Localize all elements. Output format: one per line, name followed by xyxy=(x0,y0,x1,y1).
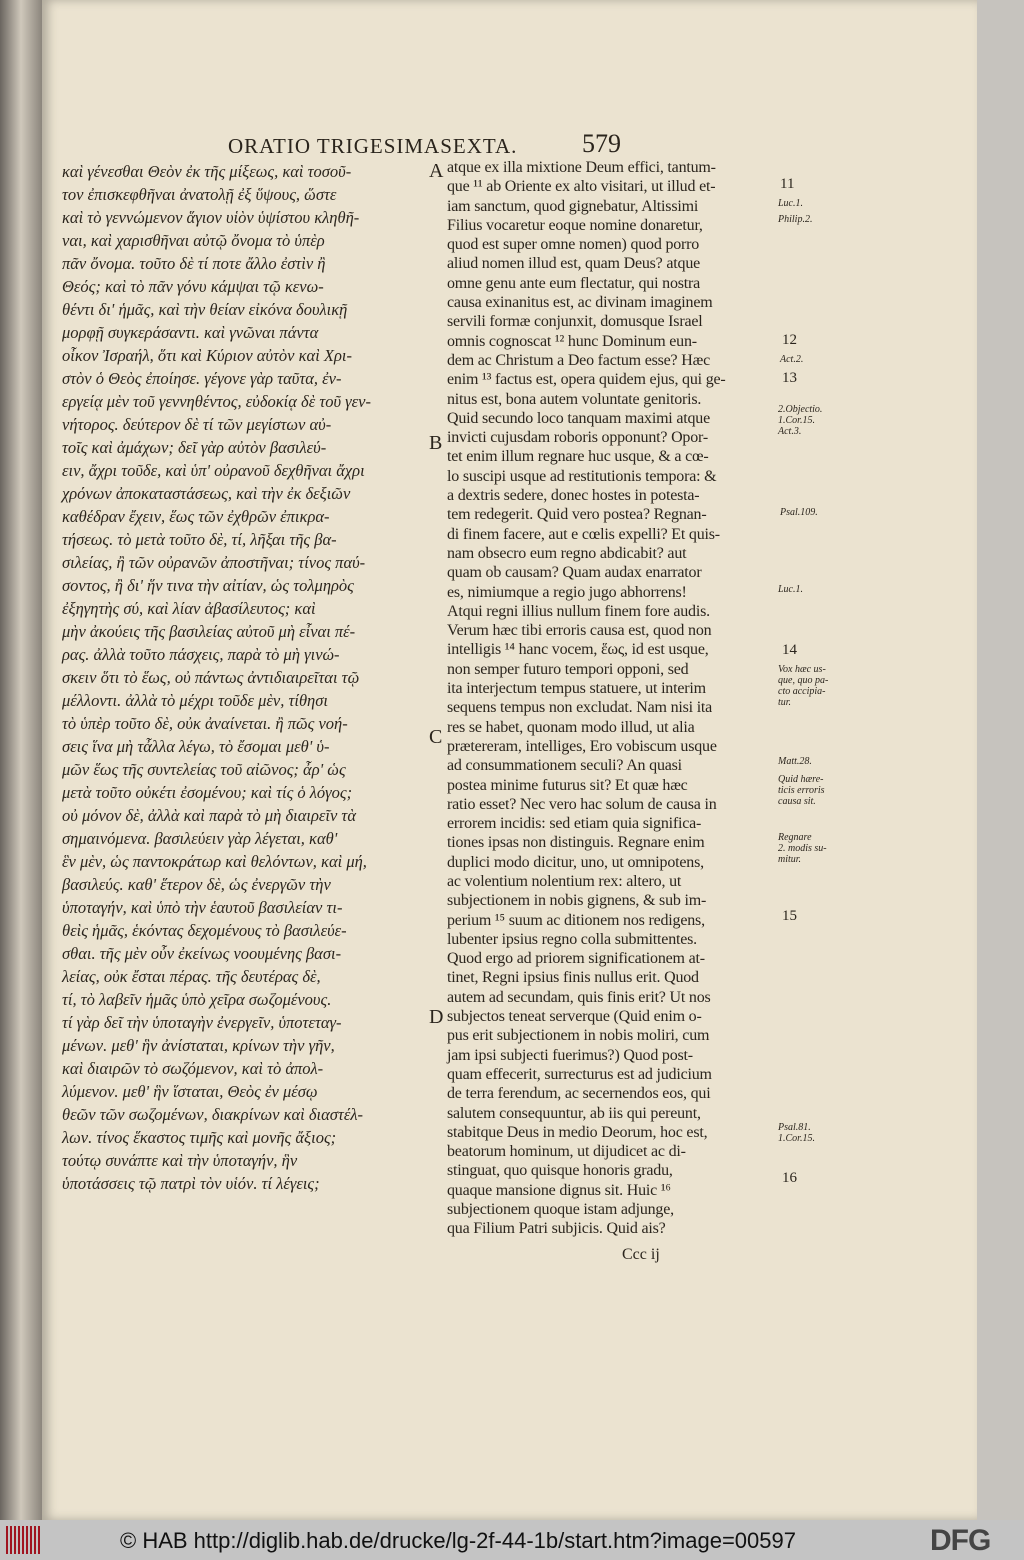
text-line: οἶκον Ἰσραήλ, ὅτι καὶ Κύριον αὐτὸν καὶ Χρι- xyxy=(62,346,352,365)
margin-note: Luc.1. xyxy=(778,198,803,209)
text-line: ad consummationem seculi? An quasi xyxy=(447,757,682,775)
margin-number: 14 xyxy=(782,642,797,658)
text-line: Verum hæc tibi erroris causa est, quod non xyxy=(447,622,712,640)
text-line: Θεός; καὶ τὸ πᾶν γόνυ κάμψαι τῷ κενω- xyxy=(62,277,324,296)
hab-logo-icon xyxy=(6,1526,42,1554)
text-line: οὐ μόνον δὲ, ἀλλὰ καὶ παρὰ τὸ μὴ διαιρεῖν τὰ xyxy=(62,806,356,825)
text-line: καθέδραν ἔχειν, ἕως τῶν ἐχθρῶν ἐπικρα- xyxy=(62,507,330,526)
text-line: μὴν ἀκούεις τῆς βασιλείας αὐτοῦ μὴ εἶναι πέ- xyxy=(62,622,356,641)
text-line: σκειν ὅτι τὸ ἕως, οὐ πάντως ἀντιδιαιρεῖται τῷ xyxy=(62,668,360,687)
text-line: tiones ipsas non distinguis. Regnare enim xyxy=(447,834,705,852)
text-line: μέλλοντι. ἀλλὰ τὸ μέχρι τοῦδε μὲν, τίθησι xyxy=(62,691,328,710)
text-line: aliud nomen illud est, quam Deus? atque xyxy=(447,255,701,273)
text-line: quam ob causam? Quam audax enarrator xyxy=(447,564,702,582)
text-line: stabitque Deus in medio Deorum, hoc est, xyxy=(447,1123,708,1141)
margin-note: Luc.1. xyxy=(778,584,803,595)
text-line: Quod ergo ad priorem significationem at- xyxy=(447,950,705,968)
text-line: enim ¹³ factus est, opera quidem ejus, qui ge- xyxy=(447,371,726,389)
greek-column xyxy=(62,160,371,1195)
margin-number: 13 xyxy=(782,370,797,386)
page-edge xyxy=(977,0,1024,1520)
text-line: non semper futuro tempori opponi, sed xyxy=(447,660,689,678)
text-line: ita interjectum tempus statuere, ut interim xyxy=(447,680,706,698)
text-line: ειν, ἄχρι τοῦδε, καὶ ὑπ' οὐρανοῦ δεχθῆναι ἄχρι xyxy=(62,461,365,480)
text-line: invicti cujusdam roboris opponunt? Opor- xyxy=(447,429,708,447)
text-line: qua Filium Patri subjicis. Quid ais? xyxy=(447,1220,666,1238)
text-line: subjectionem in nobis gignens, & sub im- xyxy=(447,892,707,910)
text-line: quam effecerit, surrecturus est ad judicium xyxy=(447,1065,712,1083)
text-line: subjectos teneat serverque (Quid enim o- xyxy=(447,1008,702,1026)
section-mark-a: A xyxy=(429,160,444,182)
text-line: quaque mansione dignus sit. Huic ¹⁶ xyxy=(447,1181,671,1199)
text-line: καὶ τὸ γεννώμενον ἅγιον υἱὸν ὑψίστου κληθῆ- xyxy=(62,208,360,227)
text-line: μορφῇ συγκεράσαντι. καὶ γνῶναι πάντα xyxy=(62,323,319,342)
text-line: τί γὰρ δεῖ τὴν ὑποταγὴν ἐνεργεῖν, ὑποτεταγ- xyxy=(62,1013,342,1032)
text-line: postea minime futurus sit? Et quæ hæc xyxy=(447,776,688,794)
text-line: λων. τίνος ἕκαστος τιμῆς καὶ μονῆς ἄξιος; xyxy=(62,1128,337,1147)
text-line: θεὶς ἡμᾶς, ἑκόντας δεχομένους τὸ βασιλεύε- xyxy=(62,921,347,940)
text-line: ac volentium nolentium rex: altero, ut xyxy=(447,872,682,890)
margin-note: Psal.109. xyxy=(780,507,818,518)
margin-number: 16 xyxy=(782,1170,797,1186)
margin-note: Vox hæc us- que, quo pa- cto accipia- tur. xyxy=(778,664,829,708)
latin-column xyxy=(447,158,726,1239)
text-line: servili formæ conjunxit, domusque Israel xyxy=(447,313,703,331)
text-line: τὸ ὑπὲρ τοῦτο δὲ, οὐκ ἀναίνεται. ἢ πῶς νοή- xyxy=(62,714,348,733)
text-line: καὶ γένεσθαι Θεὸν ἐκ τῆς μίξεως, καὶ τοσοῦ- xyxy=(62,162,352,181)
page-number: 579 xyxy=(582,129,621,158)
margin-note: 2.Objectio. 1.Cor.15. Act.3. xyxy=(778,404,823,437)
text-line: autem ad secundam, quis finis erit? Ut nos xyxy=(447,988,711,1006)
margin-number: 15 xyxy=(782,908,797,924)
margin-note: Matt.28. xyxy=(778,756,812,767)
text-line: salutem consequuntur, ab iis qui pereunt, xyxy=(447,1104,701,1122)
book-binding xyxy=(0,0,42,1520)
text-line: μετὰ τοῦτο οὐκέτι ἐσομένου; καὶ τίς ὁ λόγος; xyxy=(62,783,353,802)
dfg-logo: DFG xyxy=(930,1524,991,1557)
margin-number: 11 xyxy=(780,176,795,192)
text-line: subjectionem quoque istam adjunge, xyxy=(447,1201,674,1219)
text-line: stinguat, quo quisque honoris gradu, xyxy=(447,1162,673,1180)
text-line: μένων. μεθ' ἣν ἀνίσταται, κρίνων τὴν γῆν, xyxy=(62,1036,335,1055)
text-line: καὶ διαιρῶν τὸ σωζόμενον, καὶ τὸ ἀπολ- xyxy=(62,1059,324,1078)
text-line: tinet, Regni ipsius finis nullus erit. Quod xyxy=(447,969,699,987)
text-line: σθαι. τῆς μὲν οὖν ἐκείνως νοουμένης βασι- xyxy=(62,944,342,963)
text-line: τον ἐπισκεφθῆναι ἀνατολῇ ἐξ ὕψους, ὥστε xyxy=(62,185,337,204)
text-line: σημαινόμενα. βασιλεύειν γὰρ λέγεται, καθ' xyxy=(62,829,338,848)
text-line: nam obsecro eum regno abdicabit? aut xyxy=(447,544,687,562)
text-line: prætereram, intelliges, Ero vobiscum usque xyxy=(447,737,717,755)
text-line: νήτορος. δεύτερον δὲ τί τῶν μεγίστων αὐ- xyxy=(62,415,332,434)
text-line: intelligis ¹⁴ hanc vocem, ἕως, id est usque, xyxy=(447,641,709,659)
text-line: sequens tempus non excludat. Nam nisi ita xyxy=(447,699,713,717)
text-line: σοντος, ἢ δι' ἥν τινα τὴν αἰτίαν, ὡς τολμηρὸς xyxy=(62,576,354,595)
text-line: tem redegerit. Quid vero postea? Regnan- xyxy=(447,506,707,524)
text-line: perium ¹⁵ suum ac ditionem nos redigens, xyxy=(447,911,705,929)
text-line: pus erit subjectionem in nobis moliri, cum xyxy=(447,1027,710,1045)
text-line: beatorum hominum, ut dijudicet ac di- xyxy=(447,1143,686,1161)
copyright-link[interactable]: © HAB http://diglib.hab.de/drucke/lg-2f-44-1b/start.htm?image=00597 xyxy=(120,1528,796,1553)
margin-note: Act.2. xyxy=(780,354,804,365)
text-line: omne genu ante eum flectatur, qui nostra xyxy=(447,274,701,292)
text-line: quod est super omne nomen) quod porro xyxy=(447,236,700,254)
text-line: Filius vocaretur eoque nomine donaretur, xyxy=(447,216,703,234)
text-line: τί, τὸ λαβεῖν ἡμᾶς ὑπὸ χεῖρα σωζομένους. xyxy=(62,990,332,1009)
text-line: que ¹¹ ab Oriente ex alto visitari, ut illud et- xyxy=(447,178,716,196)
running-header: ORATIO TRIGESIMASEXTA. xyxy=(228,134,518,158)
text-line: atque ex illa mixtione Deum effici, tantum- xyxy=(447,159,716,176)
text-line: θέντι δι' ἡμᾶς, καὶ τὴν θείαν εἰκόνα δουλικῇ xyxy=(62,300,348,319)
text-line: lo suscipi usque ad restitutionis tempora: & xyxy=(447,467,717,485)
text-line: ratio esset? Nec vero hac solum de causa in xyxy=(447,795,717,813)
text-line: στὸν ὁ Θεὸς ἐποίησε. γέγονε γὰρ ταῦτα, ἐν- xyxy=(62,369,342,388)
text-line: Quid secundo loco tanquam maximi atque xyxy=(447,409,711,427)
text-line: ρας. ἀλλὰ τοῦτο πάσχεις, παρὰ τὸ μὴ γινώ- xyxy=(62,645,340,664)
text-line: τήσεως. τὸ μετὰ τοῦτο δὲ, τί, λῆξαι τῆς βα- xyxy=(62,530,337,549)
margin-number: 12 xyxy=(782,332,797,348)
section-mark-b: B xyxy=(429,432,443,454)
text-line: di finem facere, aut e cœlis expelli? Et quis- xyxy=(447,525,720,543)
text-line: σεις ἵνα μὴ τἆλλα λέγω, τὸ ἔσομαι μεθ' ὑ- xyxy=(62,737,330,756)
margin-note: Psal.81. 1.Cor.15. xyxy=(778,1122,815,1144)
margin-note: Philip.2. xyxy=(778,214,813,225)
text-line: τούτῳ συνάπτε καὶ τὴν ὑποταγήν, ἣν xyxy=(62,1151,298,1170)
text-line: lubenter ipsius regno colla submittentes. xyxy=(447,930,697,948)
footer-bar xyxy=(0,1520,1024,1560)
text-line: es, nimiumque a regio jugo abhorrens! xyxy=(447,583,687,601)
text-line: βασιλεύς. καθ' ἕτερον δὲ, ὡς ἐνεργῶν τὴν xyxy=(62,875,331,894)
text-line: εργείᾳ μὲν τοῦ γεννηθέντος, εὐδοκίᾳ δὲ τοῦ γεν- xyxy=(62,392,372,411)
text-line: πᾶν ὄνομα. τοῦτο δὲ τί ποτε ἄλλο ἐστὶν ἢ xyxy=(62,254,326,273)
text-line: dem ac Christum a Deo factum esse? Hæc xyxy=(447,351,710,369)
text-line: errorem incidis: sed etiam quia significa- xyxy=(447,815,702,833)
text-line: duplici modo dicitur, uno, ut omnipotens, xyxy=(447,853,704,871)
text-line: ἐξηγητὴς σύ, καὶ λίαν ἀβασίλευτος; καὶ xyxy=(62,599,316,618)
text-line: ναι, καὶ χαρισθῆναι αὐτῷ ὄνομα τὸ ὑπὲρ xyxy=(62,231,325,250)
text-line: causa exinanitus est, ac divinam imaginem xyxy=(447,294,713,312)
text-line: nitus est, bona autem voluntate genitoris. xyxy=(447,390,702,408)
signature-mark: Ccc ij xyxy=(622,1246,660,1263)
text-line: τοῖς καὶ ἀμάχων; δεῖ γὰρ αὐτὸν βασιλεύ- xyxy=(62,438,327,457)
text-line: χρόνων ἀποκαταστάσεως, καὶ τὴν ἐκ δεξιῶν xyxy=(62,484,351,503)
text-line: λείας, οὐκ ἔσται πέρας. τῆς δευτέρας δὲ, xyxy=(62,967,321,986)
text-line: jam ipsi subjecti fuerimus?) Quod post- xyxy=(447,1046,693,1064)
text-line: θεῶν τῶν σωζομένων, διακρίνων καὶ διαστέλ- xyxy=(62,1105,363,1124)
text-line: λύμενον. μεθ' ἣν ἵσταται, Θεὸς ἐν μέσῳ xyxy=(62,1082,318,1101)
text-line: μῶν ἕως τῆς συντελείας τοῦ αἰῶνος; ἆρ' ὡς xyxy=(62,760,346,779)
margin-note: Regnare 2. modis su- mitur. xyxy=(778,832,827,865)
section-mark-d: D xyxy=(429,1006,444,1028)
text-line: Atqui regni illius nullum finem fore audis. xyxy=(447,602,710,620)
text-line: iam sanctum, quod gignebatur, Altissimi xyxy=(447,197,699,215)
text-line: tet enim illum regnare huc usque, & a cœ- xyxy=(447,448,709,466)
text-line: a dextris sedere, donec hostes in potesta- xyxy=(447,487,700,505)
text-line: omnis cognoscat ¹² hunc Dominum eun- xyxy=(447,332,697,350)
text-line: ὑποτάσσεις τῷ πατρὶ τὸν υἱόν. τί λέγεις; xyxy=(62,1174,320,1193)
text-line: ἓν μὲν, ὡς παντοκράτωρ καὶ θελόντων, καὶ μή, xyxy=(62,852,367,871)
text-line: σιλείας, ἢ τῶν οὐρανῶν ἀποστῆναι; τίνος παύ- xyxy=(62,553,366,572)
margin-note: Quid hære- ticis erroris causa sit. xyxy=(778,774,825,807)
text-line: de terra ferendum, ac secernendos eos, qui xyxy=(447,1085,711,1103)
section-mark-c: C xyxy=(429,726,443,748)
text-line: res se habet, quonam modo illud, ut alia xyxy=(447,718,695,736)
text-line: ὑποταγήν, καὶ ὑπὸ τὴν ἑαυτοῦ βασιλείαν τι- xyxy=(62,898,343,917)
